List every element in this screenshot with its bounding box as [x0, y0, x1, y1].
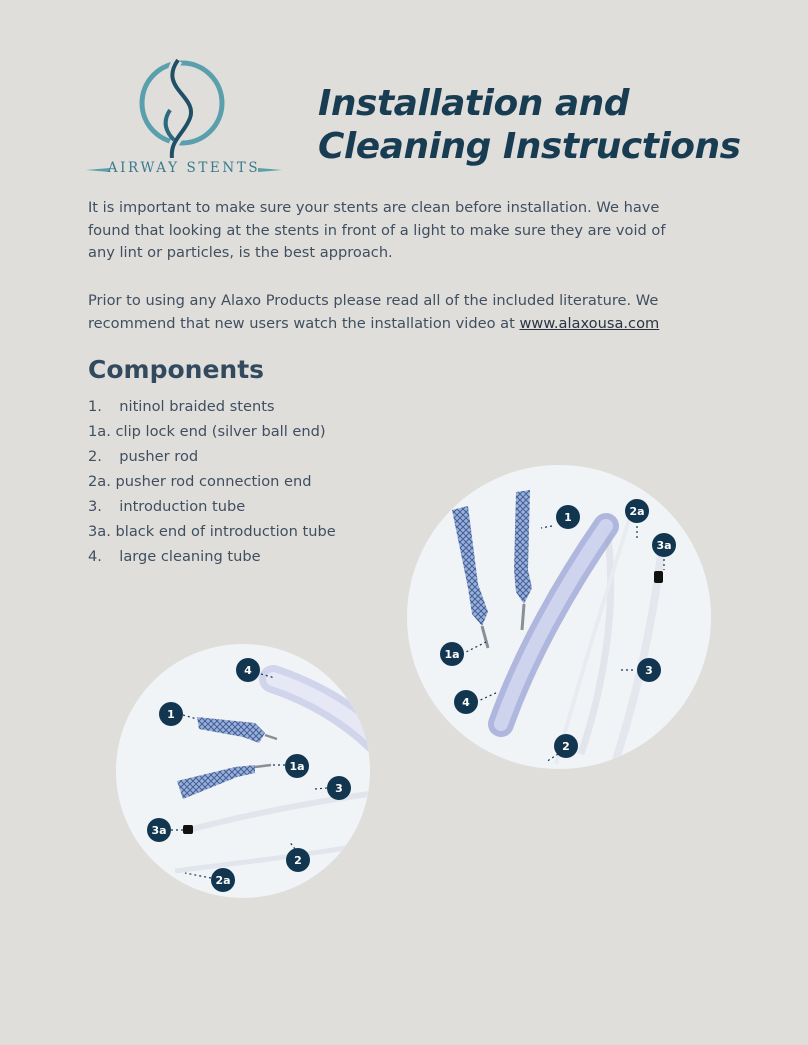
list-item	[88, 394, 336, 419]
item-number: 1.	[88, 398, 102, 415]
badge-3	[327, 776, 351, 800]
logo-wordmark: AIRWAY STENTS	[107, 160, 261, 176]
list-item	[88, 494, 336, 519]
item-number: 2a.	[88, 473, 111, 490]
item-label: pusher rod connection end	[115, 473, 312, 490]
list-item	[88, 519, 336, 544]
intro-paragraph-1: It is important to make sure your stents are clean before installation. We have found that looking at the stents in front of a light to make sure they are void of any lint or particles, is the best approach.	[88, 199, 666, 261]
svg-text:1a: 1a	[289, 760, 305, 773]
badge-2	[554, 734, 578, 758]
svg-text:3: 3	[335, 782, 343, 795]
svg-text:2a: 2a	[629, 505, 645, 518]
badge-3	[637, 658, 661, 682]
svg-text:1: 1	[564, 511, 572, 524]
list-item	[88, 469, 336, 494]
svg-text:1: 1	[167, 708, 175, 721]
item-label: black end of introduction tube	[115, 523, 336, 540]
badge-4	[454, 690, 478, 714]
svg-text:2a: 2a	[215, 874, 231, 887]
stent-kit-illustration-1	[406, 464, 712, 770]
badge-1	[159, 702, 183, 726]
badge-1	[556, 505, 580, 529]
list-item	[88, 444, 336, 469]
item-number: 3a.	[88, 523, 111, 540]
svg-text:4: 4	[462, 696, 470, 709]
item-number: 4.	[88, 548, 102, 565]
components-heading: Components	[88, 355, 265, 384]
page-title	[318, 82, 788, 168]
badge-2a	[211, 868, 235, 892]
item-number: 1a.	[88, 423, 111, 440]
list-item	[88, 544, 336, 569]
badge-2	[286, 848, 310, 872]
stent-kit-illustration-2	[115, 643, 371, 899]
website-link[interactable]: www.alaxousa.com	[519, 314, 660, 332]
item-label: introduction tube	[119, 498, 246, 515]
svg-text:3a: 3a	[151, 824, 167, 837]
intro-paragraph-2	[88, 290, 688, 335]
badge-3a	[652, 533, 676, 557]
badge-1a	[440, 642, 464, 666]
components-photo-1	[406, 464, 712, 770]
item-number: 2.	[88, 448, 102, 465]
item-number: 3.	[88, 498, 102, 515]
svg-text:3: 3	[645, 664, 653, 677]
svg-text:4: 4	[244, 664, 252, 677]
intro-paragraph-2-text: Prior to using any Alaxo Products please read all of the included literature. We recommend that new users watch the installation video at	[88, 292, 659, 332]
svg-text:2: 2	[562, 740, 570, 753]
svg-text:3a: 3a	[656, 539, 672, 552]
badge-1a	[285, 754, 309, 778]
svg-text:1a: 1a	[444, 648, 460, 661]
brand-logo	[86, 58, 282, 180]
item-label: nitinol braided stents	[119, 398, 275, 415]
list-item	[88, 419, 336, 444]
badge-4	[236, 658, 260, 682]
svg-text:2: 2	[294, 854, 302, 867]
item-label: clip lock end (silver ball end)	[115, 423, 326, 440]
components-list	[88, 394, 336, 569]
badge-2a	[625, 499, 649, 523]
page-title-line-2: Cleaning Instructions	[318, 126, 741, 167]
components-photo-2	[115, 643, 371, 899]
item-label: pusher rod	[119, 448, 199, 465]
airway-logo-icon	[86, 58, 282, 158]
item-label: large cleaning tube	[119, 548, 261, 565]
badge-3a	[147, 818, 171, 842]
page-title-line-1: Installation and	[318, 83, 630, 124]
